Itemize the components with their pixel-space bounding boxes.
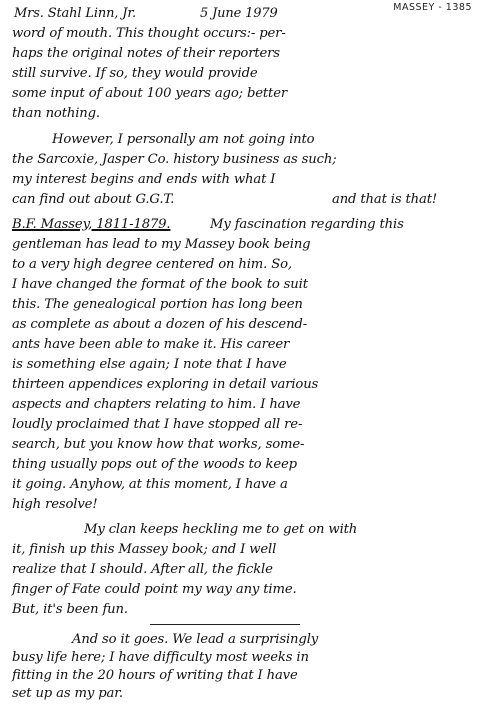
- text-line: is something else again; I note that I have: [12, 357, 287, 372]
- text-line: it, finish up this Massey book; and I well: [12, 542, 277, 557]
- text-line: still survive. If so, they would provide: [12, 66, 258, 81]
- text-line: as complete as about a dozen of his descend-: [12, 317, 308, 332]
- text-line: some input of about 100 years ago; better: [12, 86, 288, 101]
- text-line: to a very high degree centered on him. So,: [12, 257, 292, 272]
- text-line: than nothing.: [12, 106, 100, 121]
- text-line: My clan keeps heckling me to get on with: [84, 522, 358, 537]
- text-line: realize that I should. After all, the fickle: [12, 562, 273, 577]
- section-divider: [150, 624, 300, 625]
- text-line: high resolve!: [12, 497, 98, 512]
- text-line: the Sarcoxie, Jasper Co. history business as such;: [12, 152, 337, 167]
- text-line: word of mouth. This thought occurs:- per-: [12, 26, 286, 41]
- text-line: loudly proclaimed that I have stopped all re-: [12, 417, 303, 432]
- text-line: However, I personally am not going into: [52, 132, 315, 147]
- section-heading: B.F. Massey, 1811-1879.: [12, 217, 171, 232]
- text-line: can find out about G.G.T.: [12, 192, 175, 207]
- text-line: thing usually pops out of the woods to keep: [12, 457, 297, 472]
- text-line: ants have been able to make it. His career: [12, 337, 290, 352]
- letter-date: 5 June 1979: [200, 6, 278, 21]
- text-line: haps the original notes of their reporters: [12, 46, 280, 61]
- text-line: this. The genealogical portion has long been: [12, 297, 303, 312]
- text-line: But, it's been fun.: [12, 602, 128, 617]
- text-line: set up as my par.: [12, 686, 123, 701]
- archive-stamp: MASSEY - 1385: [393, 2, 472, 13]
- text-line: and that is that!: [332, 192, 438, 207]
- text-line: my interest begins and ends with what I: [12, 172, 276, 187]
- recipient: Mrs. Stahl Linn, Jr.: [14, 6, 136, 21]
- text-line: I have changed the format of the book to suit: [12, 277, 308, 292]
- text-line: aspects and chapters relating to him. I have: [12, 397, 301, 412]
- text-line: fitting in the 20 hours of writing that I have: [12, 668, 298, 683]
- text-line: And so it goes. We lead a surprisingly: [72, 632, 319, 647]
- text-line: search, but you know how that works, some-: [12, 437, 305, 452]
- text-line: busy life here; I have difficulty most weeks in: [12, 650, 309, 665]
- text-line: My fascination regarding this: [210, 217, 404, 232]
- text-line: it going. Anyhow, at this moment, I have a: [12, 477, 288, 492]
- text-line: finger of Fate could point my way any time.: [12, 582, 297, 597]
- text-line: thirteen appendices exploring in detail various: [12, 377, 319, 392]
- text-line: gentleman has lead to my Massey book being: [12, 237, 311, 252]
